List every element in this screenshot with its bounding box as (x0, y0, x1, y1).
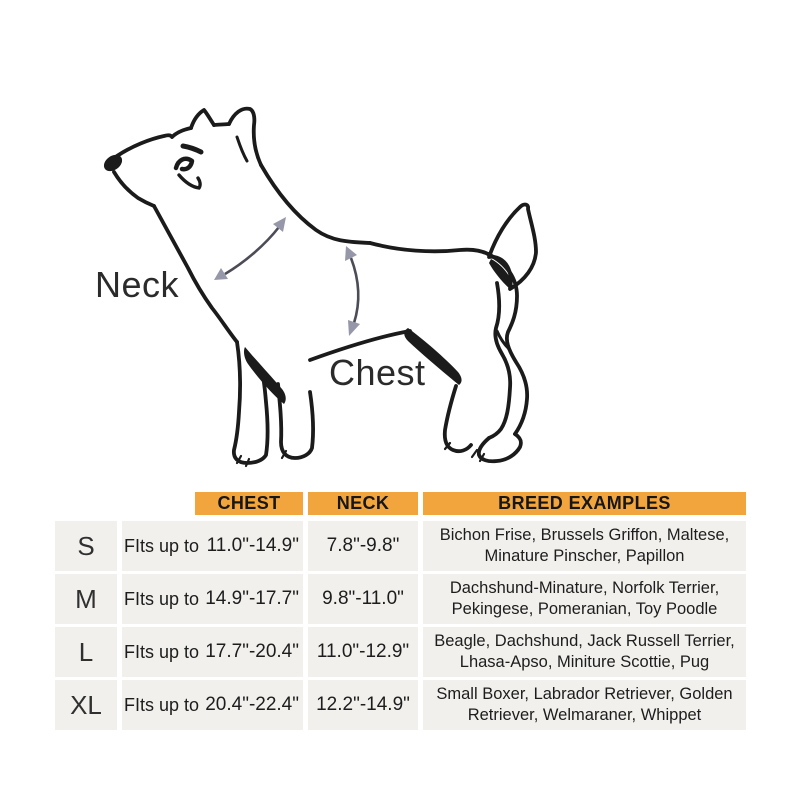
breed-examples (423, 574, 746, 624)
chest-range: 17.7"-20.4" (205, 641, 299, 662)
breed-examples (423, 680, 746, 730)
fits-prefix: FIts up to (124, 535, 200, 556)
fits-prefix: FIts up to (124, 694, 200, 715)
breed-line: Dachshund-Minature, Norfolk Terrier, (449, 578, 720, 597)
table-row-s (55, 521, 746, 571)
header-blank-cell (55, 492, 117, 515)
size-label: S (55, 521, 117, 571)
size-label: M (55, 574, 117, 624)
neck-range: 12.2"-14.9" (308, 680, 418, 730)
header-chest: CHEST (195, 492, 303, 515)
eye (176, 159, 192, 169)
mouth (179, 175, 200, 188)
chest-range: 11.0"-14.9" (206, 535, 299, 556)
chest-cell (122, 680, 303, 730)
header-neck: NECK (308, 492, 418, 515)
table-row-l (55, 627, 746, 677)
breed-line: Bichon Frise, Brussels Griffon, Maltese, (439, 525, 730, 544)
breed-line: Retriever, Welmaraner, Whippet (467, 706, 702, 724)
table-body (55, 521, 746, 730)
chest-cell (122, 574, 303, 624)
neck-range: 9.8"-11.0" (308, 574, 418, 624)
chest-range: 14.9"-17.7" (205, 588, 299, 609)
neck-range: 7.8"-9.8" (308, 521, 418, 571)
chest-label: Chest (329, 352, 426, 393)
neck-label: Neck (95, 264, 180, 305)
chest-cell (122, 521, 303, 571)
neck-measure-arrow (214, 217, 286, 280)
breed-line: Lhasa-Apso, Miniture Scottie, Pug (459, 653, 710, 671)
size-label: L (55, 627, 117, 677)
breed-line: Pekingese, Pomeranian, Toy Poodle (451, 600, 718, 618)
breed-line: Beagle, Dachshund, Jack Russell Terrier, (434, 631, 735, 650)
chest-measure-arrow (345, 246, 360, 336)
eyebrow (183, 146, 201, 152)
breed-line: Minature Pinscher, Papillon (484, 547, 685, 565)
table-header-row (55, 492, 746, 515)
size-label: XL (55, 680, 117, 730)
chest-range: 20.4"-22.4" (205, 694, 299, 715)
fits-prefix: FIts up to (124, 641, 200, 662)
size-table (55, 492, 746, 730)
breed-line: Small Boxer, Labrador Retriever, Golden (436, 684, 733, 703)
neck-range: 11.0"-12.9" (308, 627, 418, 677)
fits-prefix: FIts up to (124, 588, 200, 609)
breed-examples (423, 521, 746, 571)
table-row-m (55, 574, 746, 624)
table-row-xl (55, 680, 746, 730)
header-breed: BREED EXAMPLES (423, 492, 746, 515)
chest-cell (122, 627, 303, 677)
breed-examples (423, 627, 746, 677)
